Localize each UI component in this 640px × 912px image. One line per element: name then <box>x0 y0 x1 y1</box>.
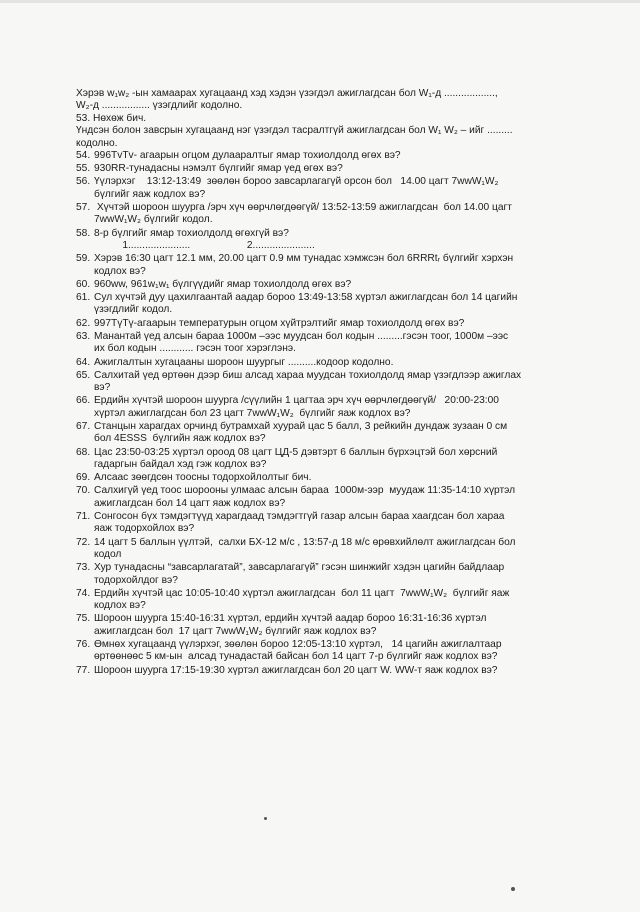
question-text-line: яаж тодорхойлох вэ? <box>94 523 195 535</box>
question-text <box>94 253 586 278</box>
question-text-line: үзэгдлийг кодол. <box>94 304 173 316</box>
question-text-line: 960ww, 961w₁w₁ бүлгүүдийг ямар тохиолдолд өгөх вэ? <box>94 278 352 290</box>
question-item <box>76 357 586 369</box>
question-text-line: Үүлэрхэг 13:12-13:49 зөөлөн бороо завсарлагагүй орсон бол 14.00 цагт 7wwW₁W₂ <box>94 176 499 188</box>
question-text-line: Станцын харагдах орчинд бутрамхай хуурай цас 5 балл, 3 рейкийн дундаж зузаан 0 см <box>94 420 508 432</box>
question-item <box>76 370 586 395</box>
question-text-line: Манантай үед алсын бараа 1000м –ээс муудсан бол кодын .........гэсэн тоог, 1000м –ээс <box>94 330 509 342</box>
question-text-line: ажиглагдсан бол 14 цагт яаж кодлох вэ? <box>94 497 286 509</box>
question-text-line: 14 цагт 5 баллын үүлтэй, салхи БХ-12 м/с , 13:57-д 18 м/с өрөвхийлөлт ажиглагдсан бол <box>94 536 516 548</box>
question-text-line: Сул хүчтэй дуу цахилгаантай аадар бороо 13:49-13:58 хүртэл ажиглагдсан бол 14 цагийн <box>94 292 518 304</box>
question-text-line: бүлгийг яаж кодлох вэ? <box>94 188 206 200</box>
scan-speck <box>511 887 515 891</box>
question-item <box>76 150 586 162</box>
question-text <box>94 331 586 356</box>
intro-block <box>76 88 586 150</box>
intro-line: Хэрэв w₁w₂ -ын хамаарах хугацаанд хэд хэдэн үзэгдэл ажиглагдсан бол W₁-д .................., <box>76 88 498 99</box>
question-list <box>76 150 586 677</box>
question-number: 56. <box>76 176 91 188</box>
question-item <box>76 537 586 562</box>
question-item <box>76 472 586 484</box>
question-number: 67. <box>76 420 91 432</box>
question-text <box>94 588 586 613</box>
question-item <box>76 331 586 356</box>
question-item <box>76 228 586 253</box>
question-number: 57. <box>76 202 91 214</box>
question-item <box>76 279 586 291</box>
question-text-line: кодлох вэ? <box>94 265 146 277</box>
question-text-line: Алсаас зөөгдсөн тоосны тодорхойлолтыг бич. <box>94 472 312 484</box>
question-number: 68. <box>76 446 91 458</box>
question-text-line: Хур тунадасны “завсарлагатай”, завсарлагагүй” гэсэн шинжийг хэдэн цагийн байдлаар <box>94 562 505 574</box>
question-text-line: Хэрэв 16:30 цагт 12.1 мм, 20.00 цагт 0.9 мм тунадас хэмжсэн бол 6RRRtᵣ бүлгийг хэрхэн <box>94 253 514 265</box>
question-text-line: Шороон шуурга 17:15-19:30 хүртэл ажиглагдсан бол 20 цагт W. WW-т яаж кодлох вэ? <box>94 664 498 676</box>
question-text <box>94 447 586 472</box>
question-item <box>76 511 586 536</box>
question-item <box>76 485 586 510</box>
question-number: 64. <box>76 356 91 368</box>
question-text-line: их бол кодын ............ гэсэн тоог хэрэглэнэ. <box>94 343 296 355</box>
question-text-line: Ажиглалтын хугацааны шороон шуургыг ..........кодоор кодолно. <box>94 356 394 368</box>
question-text-line: тодорхойлдог вэ? <box>94 574 178 586</box>
question-text <box>94 639 586 664</box>
question-text-line: Ердийн хүчтэй цас 10:05-10:40 хүртэл ажиглагдсан бол 11 цагт 7wwW₁W₂ бүлгийг яаж <box>94 587 510 599</box>
scan-top-edge <box>0 0 640 3</box>
question-number: 65. <box>76 369 91 381</box>
question-text <box>94 537 586 562</box>
question-text-line: вэ? <box>94 382 111 394</box>
intro-line: W₂-д ................. үзэгдлийг кодолно. <box>76 100 243 112</box>
question-text-line: 997ТүТү-агаарын температурын огцом хүйтрэлтийг ямар тохиолдолд өгөх вэ? <box>94 317 465 329</box>
question-text-line: хүртэл ажиглагдсан бол 23 цагт 7wwW₁W₂ бүлгийг яаж кодлох вэ? <box>94 407 411 419</box>
question-sheet <box>76 88 586 678</box>
question-text <box>94 318 586 330</box>
question-text <box>94 485 586 510</box>
question-text-line: Салхигүй үед тоос шорооны улмаас алсын бараа 1000м-ээр муудаж 11:35-14:10 хүртэл <box>94 485 516 497</box>
question-number: 73. <box>76 562 91 574</box>
question-text-line: өртөөнөөс 5 км-ын алсад тунадастай байсан бол 14 цагт 7-р бүлгийг яаж кодлох вэ? <box>94 651 498 663</box>
question-text-line: Ердийн хүчтэй шороон шуурга /сүүлийн 1 цагтаа эрч хүч өөрчлөгдөөгүй/ 20:00-23:00 <box>94 395 499 407</box>
question-number: 72. <box>76 536 91 548</box>
question-number: 61. <box>76 292 91 304</box>
question-text-line: Шороон шуурга 15:40-16:31 хүртэл, ердийн хүчтэй аадар бороо 16:31-16:36 хүртэл <box>94 613 487 625</box>
question-text-line: кодлох вэ? <box>94 600 146 612</box>
question-number: 76. <box>76 639 91 650</box>
question-number: 58. <box>76 227 91 239</box>
question-number: 69. <box>76 472 91 484</box>
question-text-line: 996TvTv- агаарын огцом дулааралтыг ямар тохиолдолд өгөх вэ? <box>94 150 401 162</box>
question-item <box>76 447 586 472</box>
question-item <box>76 421 586 446</box>
question-item <box>76 253 586 278</box>
question-number: 62. <box>76 317 91 329</box>
question-text <box>94 150 586 162</box>
question-text-line: Өмнөх хугацаанд үүлэрхэг, зөөлөн бороо 12:05-13:10 хүртэл, 14 цагийн ажиглалтаар <box>94 639 502 650</box>
question-text-line: гадаргын байдал хэд гэж кодлох вэ? <box>94 458 267 470</box>
question-item <box>76 163 586 175</box>
question-text-line: Хүчтэй шороон шуурга /эрч хүч өөрчлөгдөөгүй/ 13:52-13:59 ажиглагдсан бол 14.00 цагт <box>94 202 512 214</box>
question-item <box>76 665 586 677</box>
question-text <box>94 421 586 446</box>
question-text <box>94 511 586 536</box>
question-item <box>76 562 586 587</box>
question-text-line: ажиглагдсан бол 17 цагт 7wwW₁W₂ бүлгийг яаж кодлох вэ? <box>94 625 377 637</box>
question-text-line: Салхитай үед өртөөн дээр биш алсад харaa муудсан тохиолдолд ямар үзэгдлээр ажиглах <box>94 369 522 381</box>
question-number: 54. <box>76 150 91 162</box>
scan-speck <box>264 817 267 820</box>
question-text <box>94 665 586 677</box>
question-text <box>94 163 586 175</box>
question-text-line: бол 4ESSS бүлгийн яаж кодлох вэ? <box>94 433 266 445</box>
question-number: 59. <box>76 253 91 265</box>
question-number: 75. <box>76 613 91 625</box>
question-number: 71. <box>76 510 91 522</box>
question-text <box>94 228 586 253</box>
question-item <box>76 639 586 664</box>
question-text-line: 7wwW₁W₂ бүлгийг кодол. <box>94 214 213 226</box>
intro-line: кодолно. <box>76 137 118 149</box>
question-text <box>94 395 586 420</box>
question-text <box>94 370 586 395</box>
question-number: 60. <box>76 278 91 290</box>
intro-line: 53. Нөхөж бич. <box>76 112 147 124</box>
question-text <box>94 202 586 227</box>
question-text <box>94 613 586 638</box>
question-number: 77. <box>76 664 91 676</box>
question-text-line: кодол <box>94 548 122 560</box>
question-text <box>94 292 586 317</box>
question-text <box>94 357 586 369</box>
question-item <box>76 202 586 227</box>
question-text <box>94 562 586 587</box>
question-item <box>76 292 586 317</box>
question-text-line: 8-р бүлгийг ямар тохиолдолд өгөхгүй вэ? <box>94 227 289 239</box>
question-item <box>76 588 586 613</box>
question-text <box>94 279 586 291</box>
question-text <box>94 176 586 201</box>
intro-line: Үндсэн болон завсрын хугацаанд нэг үзэгдэл тасралтгүй ажиглагдсан бол W₁ W₂ – ийг ......... <box>76 125 513 137</box>
question-number: 74. <box>76 587 91 599</box>
question-number: 66. <box>76 395 91 407</box>
question-text-line: Цас 23:50-03:25 хүртэл ороод 08 цагт ЦД-5 дэвтэрт 6 баллын бүрхэцтэй бол хөрсний <box>94 446 498 458</box>
question-item <box>76 318 586 330</box>
question-text-line: Сонгосон бүх тэмдэгтүүд харагдаад тэмдэгтгүй газар алсын бараа хаагдсан бол хараа <box>94 510 505 522</box>
question-item <box>76 395 586 420</box>
question-text-line: 930RR-тунадасны нэмэлт бүлгийг ямар үед өгөх вэ? <box>94 163 343 175</box>
question-number: 55. <box>76 163 91 175</box>
question-number: 70. <box>76 485 91 497</box>
question-item <box>76 176 586 201</box>
question-number: 63. <box>76 330 91 342</box>
question-text <box>94 472 586 484</box>
question-item <box>76 613 586 638</box>
question-text-line: 1...................... 2...................... <box>94 240 315 252</box>
